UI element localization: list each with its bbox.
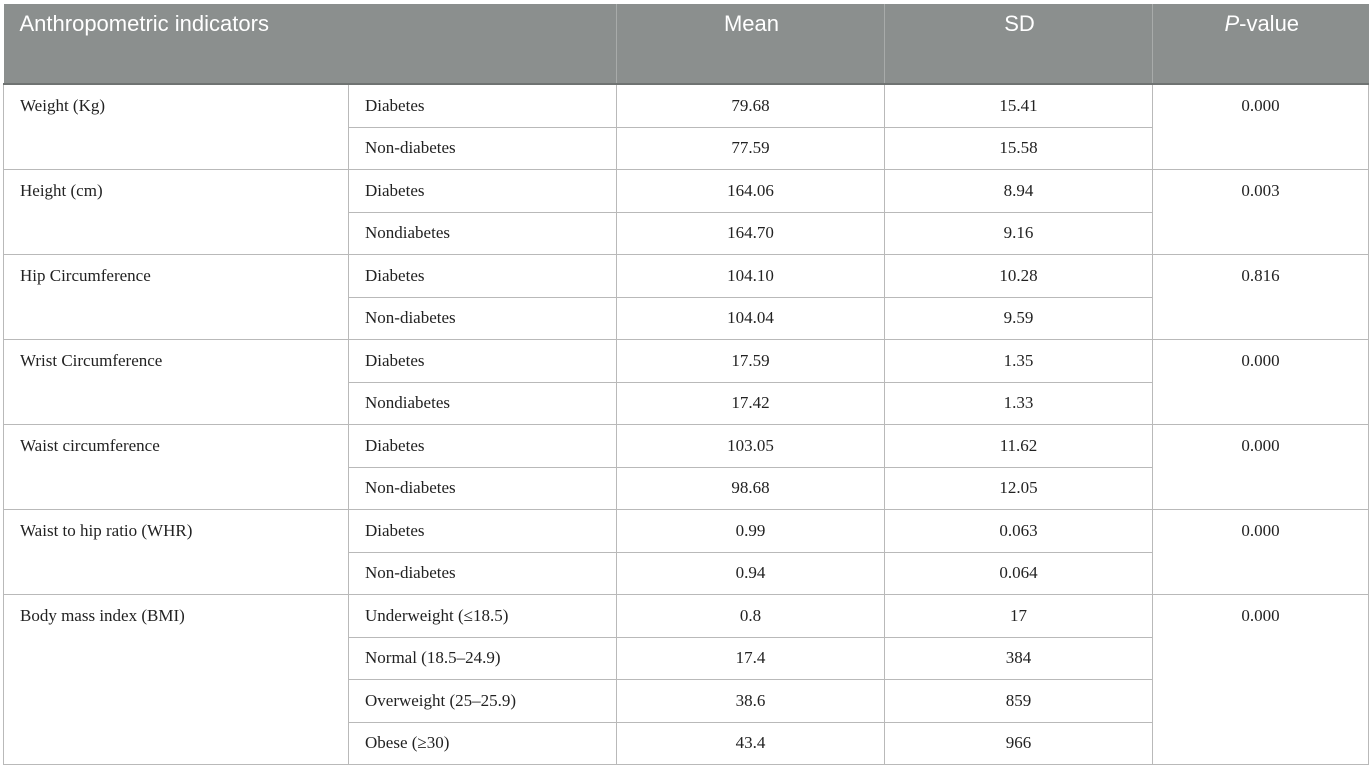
- group-cell: Non-diabetes: [349, 297, 617, 340]
- header-p-rest: -value: [1239, 11, 1300, 36]
- p-value-cell: 0.000: [1153, 425, 1369, 510]
- mean-cell: 164.70: [617, 212, 885, 255]
- sd-cell: 859: [885, 680, 1153, 723]
- anthropometric-table: [3, 4, 1369, 765]
- indicator-cell: Height (cm): [4, 170, 349, 255]
- mean-cell: 17.59: [617, 340, 885, 383]
- table-row: [4, 510, 1369, 553]
- group-cell: Nondiabetes: [349, 212, 617, 255]
- p-value-cell: 0.003: [1153, 170, 1369, 255]
- group-cell: Diabetes: [349, 170, 617, 213]
- header-p-value: [1153, 4, 1369, 84]
- group-cell: Obese (≥30): [349, 722, 617, 765]
- mean-cell: 0.8: [617, 595, 885, 638]
- group-cell: Diabetes: [349, 510, 617, 553]
- header-p-italic: P: [1224, 11, 1240, 36]
- group-cell: Non-diabetes: [349, 467, 617, 510]
- group-cell: Nondiabetes: [349, 382, 617, 425]
- header-indicator: Anthropometric indicators: [4, 4, 349, 84]
- sd-cell: 10.28: [885, 255, 1153, 298]
- mean-cell: 17.42: [617, 382, 885, 425]
- indicator-cell: Wrist Circumference: [4, 340, 349, 425]
- table-row: [4, 425, 1369, 468]
- indicator-cell: Waist circumference: [4, 425, 349, 510]
- group-cell: Underweight (≤18.5): [349, 595, 617, 638]
- header-group: [349, 4, 617, 84]
- table-header: [4, 4, 1369, 84]
- sd-cell: 0.063: [885, 510, 1153, 553]
- table-row: [4, 84, 1369, 127]
- sd-cell: 8.94: [885, 170, 1153, 213]
- mean-cell: 79.68: [617, 84, 885, 127]
- group-cell: Diabetes: [349, 255, 617, 298]
- table-row: [4, 255, 1369, 298]
- sd-cell: 11.62: [885, 425, 1153, 468]
- group-cell: Overweight (25–25.9): [349, 680, 617, 723]
- table-row: [4, 170, 1369, 213]
- sd-cell: 9.16: [885, 212, 1153, 255]
- mean-cell: 38.6: [617, 680, 885, 723]
- p-value-cell: 0.000: [1153, 595, 1369, 765]
- sd-cell: 1.33: [885, 382, 1153, 425]
- mean-cell: 103.05: [617, 425, 885, 468]
- sd-cell: 15.58: [885, 127, 1153, 170]
- mean-cell: 164.06: [617, 170, 885, 213]
- table-row: [4, 340, 1369, 383]
- header-sd: SD: [885, 4, 1153, 84]
- mean-cell: 0.99: [617, 510, 885, 553]
- indicator-cell: Body mass index (BMI): [4, 595, 349, 765]
- sd-cell: 384: [885, 637, 1153, 680]
- header-mean: Mean: [617, 4, 885, 84]
- mean-cell: 104.04: [617, 297, 885, 340]
- table-row: [4, 595, 1369, 638]
- group-cell: Non-diabetes: [349, 127, 617, 170]
- group-cell: Normal (18.5–24.9): [349, 637, 617, 680]
- mean-cell: 98.68: [617, 467, 885, 510]
- group-cell: Diabetes: [349, 425, 617, 468]
- p-value-cell: 0.000: [1153, 84, 1369, 170]
- mean-cell: 17.4: [617, 637, 885, 680]
- group-cell: Diabetes: [349, 84, 617, 127]
- indicator-cell: Waist to hip ratio (WHR): [4, 510, 349, 595]
- group-cell: Diabetes: [349, 340, 617, 383]
- mean-cell: 104.10: [617, 255, 885, 298]
- mean-cell: 0.94: [617, 552, 885, 595]
- sd-cell: 15.41: [885, 84, 1153, 127]
- table-body: [4, 84, 1369, 765]
- sd-cell: 9.59: [885, 297, 1153, 340]
- sd-cell: 12.05: [885, 467, 1153, 510]
- group-cell: Non-diabetes: [349, 552, 617, 595]
- sd-cell: 17: [885, 595, 1153, 638]
- sd-cell: 966: [885, 722, 1153, 765]
- sd-cell: 1.35: [885, 340, 1153, 383]
- sd-cell: 0.064: [885, 552, 1153, 595]
- p-value-cell: 0.000: [1153, 510, 1369, 595]
- mean-cell: 43.4: [617, 722, 885, 765]
- p-value-cell: 0.000: [1153, 340, 1369, 425]
- mean-cell: 77.59: [617, 127, 885, 170]
- indicator-cell: Hip Circumference: [4, 255, 349, 340]
- indicator-cell: Weight (Kg): [4, 84, 349, 170]
- p-value-cell: 0.816: [1153, 255, 1369, 340]
